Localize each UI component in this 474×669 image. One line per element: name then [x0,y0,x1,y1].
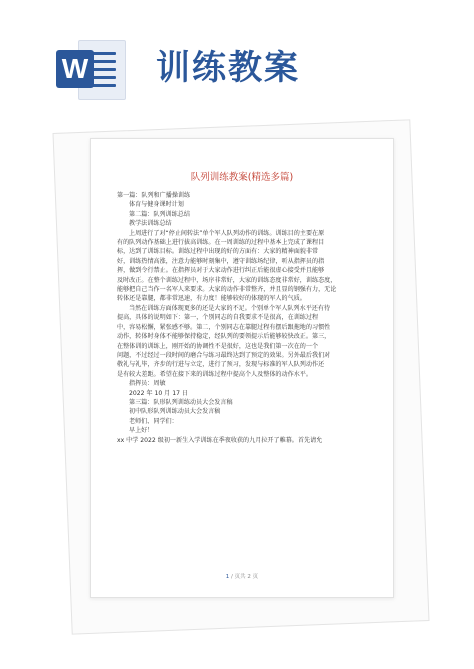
page-separator: / [231,574,233,580]
document-body [117,191,373,445]
document-line: 好，训练热情高涨，注意力能够时刻集中，遵守训练场纪律，听从指挥员的指 [117,257,325,265]
document-line: 上周进行了对“停止间转法”单个军人队列动作的训练。训练目的主要在原 [129,229,325,237]
document-line: 体育与健身课时计划 [129,201,184,209]
document-line: 老师们、同学们： [129,417,178,425]
document-line: 标，达到了训练目标。训练过程中出现的好的方面有：大家的精神面貌非常 [117,248,319,256]
document-line: 转体还是靠腿，都非常迅速，有力度！能够较好的体现的军人的气质。 [117,295,306,303]
header [0,0,474,110]
page-title: 训练教案 [156,48,300,88]
document-line: 提高，具体的说明如下：第一，个别同志的自我要求不是很高，在训练过程 [117,314,319,322]
total-page-number: 2 [247,574,251,580]
document-line: 早上好！ [129,427,154,435]
document-line: 问题，不过经过一段时间的磨合与练习最终达到了预定的效果。另外最后我们对 [117,351,331,359]
page-unit: 页 [252,574,259,580]
current-page-number: 1 [225,574,230,580]
document-line: 敬礼与礼毕，齐步的行进与立定，进行了预习，发现与标准的军人队列动作还 [117,361,325,369]
page-suffix: 页共 [234,574,246,580]
document-line: 2022 年 10 月 17 日 [129,389,188,397]
document-line: 是有较大差距。希望在接下来的训练过程中提高个人及整体的动作水平。 [117,370,312,378]
document-line: 中，容易松懈，紧张感不够。第二，个别同志在靠腿过程有摆后跟拖地的习惯性 [117,323,331,331]
document-line: 教学法训练总结 [129,220,172,228]
document-line: 第三篇：队形队列训练动员大会发言稿 [129,398,233,406]
document-line: 能够把自己当作一名军人来要求。大家的动作非常整齐，并且显的钢强有力，无论 [117,286,337,294]
page-indicator [91,572,393,580]
document-line: 在整体训的训练上，刚开始的协调性不是很好，这也是我们第一次在的一个 [117,342,319,350]
word-logo-icon [56,36,126,102]
document-line: 初中队形队列训练动员大会发言稿 [129,408,221,416]
document-line: 及时改正。在整个训练过程中，场序非常好，大家的训练态度非常好，训练态度， [117,276,337,284]
document-line: 第二篇：队列训练总结 [129,210,190,218]
document-page [90,138,394,598]
document-line: 第一篇：队列和广播操训练 [117,192,191,199]
document-line: 有的队列动作基础上进行拔高训练。在一周训练的过程中基本上完成了课程目 [117,239,325,247]
document-line: xx 中学 2022 级初一新生入学训练在季夜收获的九月拉开了帷幕。首先请允 [117,436,323,444]
word-w-badge: W [56,50,94,88]
document-line: 动作，转体时身体不能够保持稳定，经队列的要领提示后能够较快改正。第三， [117,333,331,341]
document-line: 指挥员：周敏 [129,380,166,388]
document-line: 挥，做到令行禁止。在指挥员对于大家动作进行纠正后能很虚心接受并且能够 [117,267,325,275]
document-title: 队列训练教案(精选多篇) [190,172,294,183]
document-line: 当然在训练方面体现更多的还是大家的不足。个别单个军人队列水平还有待 [129,304,331,312]
